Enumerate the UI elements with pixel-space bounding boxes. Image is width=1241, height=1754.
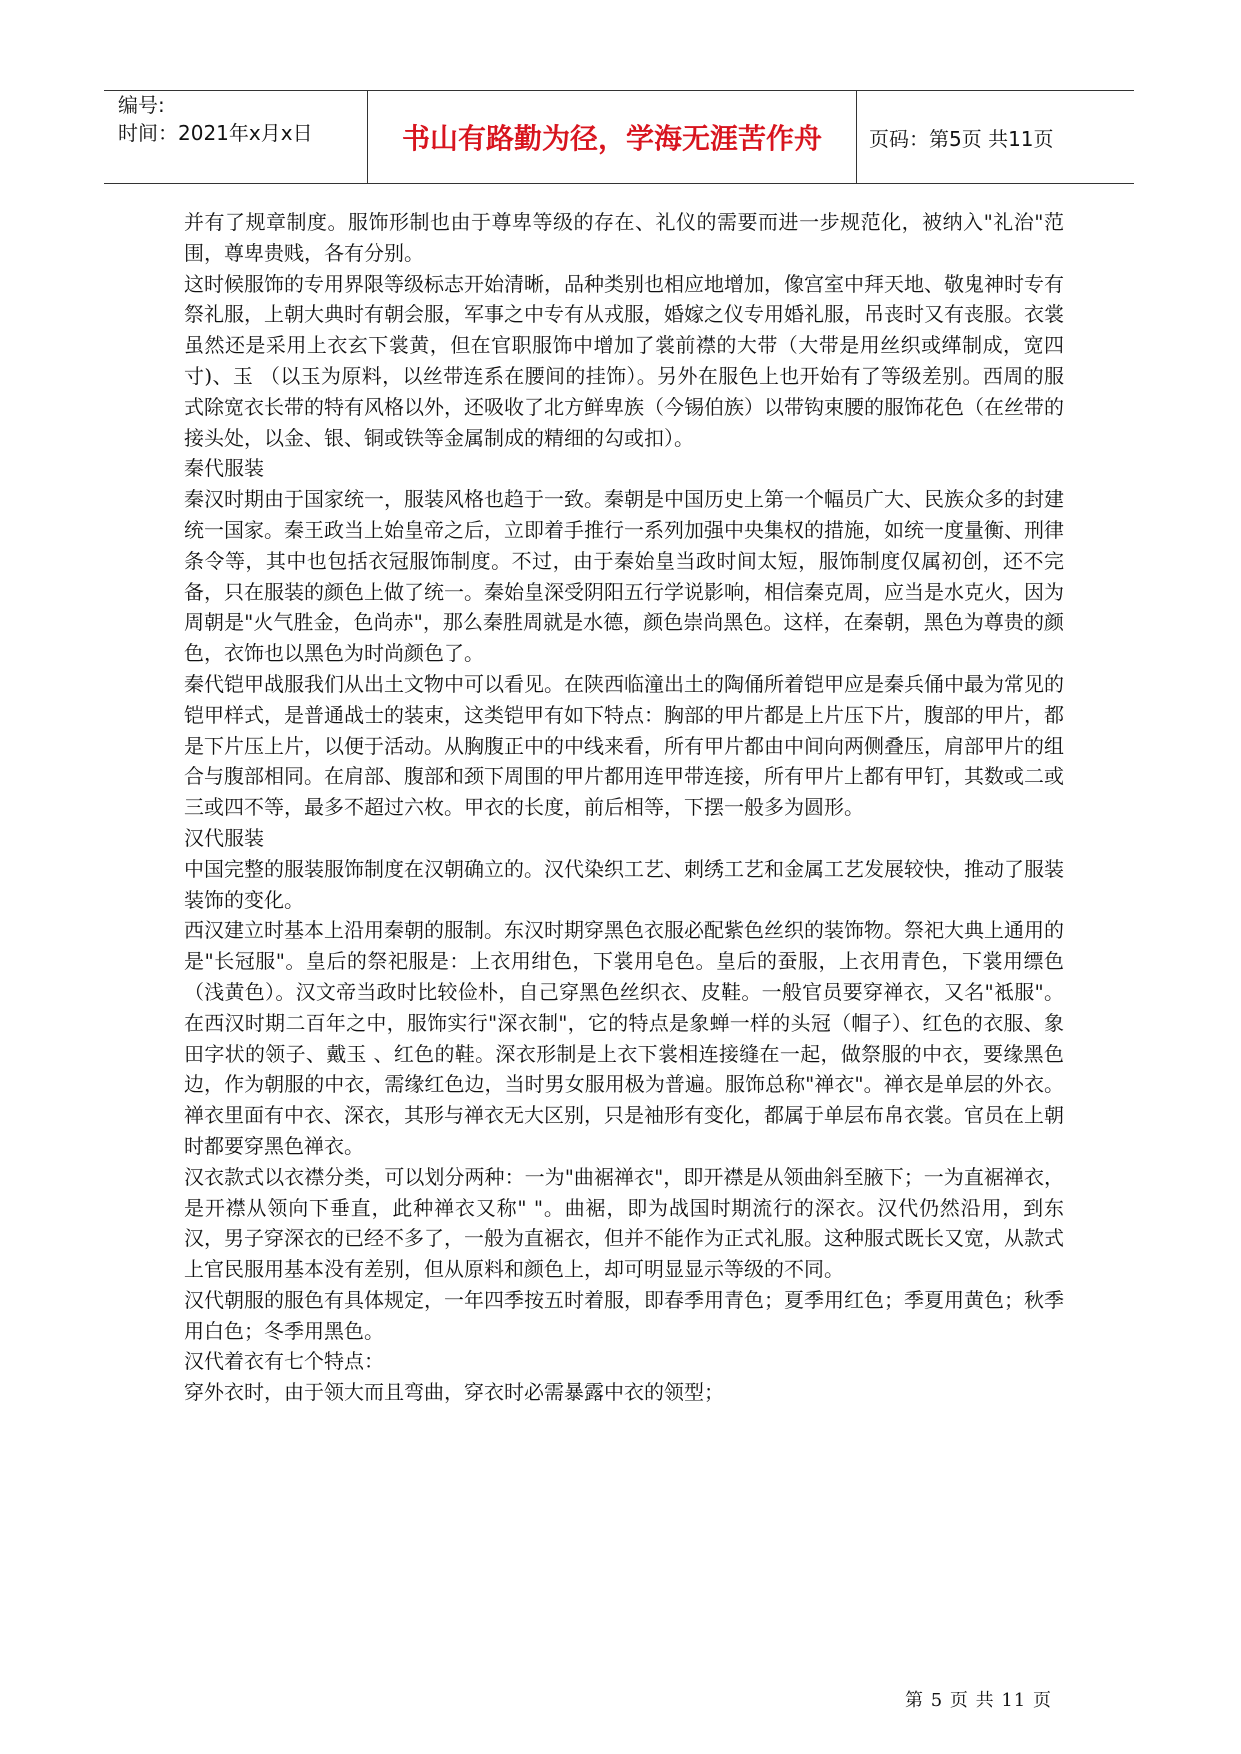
body-paragraph: 这时候服饰的专用界限等级标志开始清晰，品种类别也相应地增加，像宫室中拜天地、敬鬼神时专有祭礼服，上朝大典时有朝会服，军事之中专有从戎服，婚嫁之仪专用婚礼服，吊丧时又有丧服。衣裳虽然还是采用上衣玄下裳黄，但在官职服饰中增加了裳前襟的大带（大带是用丝织或缂制成，宽四寸)、玉 （以玉为原料，以丝带连系在腰间的挂饰）。另外在服色上也开始有了等级差别。西周的服式除宽衣长带的特有风格以外，还吸收了北方鲜卑族（今锡伯族）以带钩束腰的服饰花色（在丝带的接头处，以金、银、铜或铁等金属制成的精细的勾或扣）。 — [184, 271, 1064, 450]
body-paragraph: 秦代铠甲战服我们从出土文物中可以看见。在陕西临潼出土的陶俑所着铠甲应是秦兵俑中最为常见的铠甲样式，是普通战士的装束，这类铠甲有如下特点：胸部的甲片都是上片压下片，腹部的甲片，都是下片压上片，以便于活动。从胸腹正中的中线来看，所有甲片都由中间向两侧叠压，肩部甲片的组合与腹部相同。在肩部、腹部和颈下周围的甲片都用连甲带连接，所有甲片上都有甲钉，其数或二或三或四不等，最多不超过六枚。甲衣的长度，前后相等，下摆一般多为圆形。 — [184, 671, 1064, 820]
header-divider-right — [856, 91, 857, 183]
body-paragraph: 汉代朝服的服色有具体规定，一年四季按五时着服，即春季用青色；夏季用红色；季夏用黄色；秋季用白色；冬季用黑色。 — [184, 1287, 1064, 1343]
body-paragraph: 穿外衣时，由于领大而且弯曲，穿衣时必需暴露中衣的领型； — [184, 1380, 724, 1405]
body-paragraph: 汉代着衣有七个特点： — [184, 1349, 384, 1374]
number-label: 编号: — [118, 93, 165, 117]
body-paragraph: 中国完整的服装服饰制度在汉朝确立的。汉代染织工艺、刺绣工艺和金属工艺发展较快，推动了服装装饰的变化。 — [184, 856, 1064, 912]
document-body — [184, 207, 1064, 1408]
body-paragraph: 并有了规章制度。服饰形制也由于尊卑等级的存在、礼仪的需要而进一步规范化，被纳入"礼治"范围，尊卑贵贱，各有分别。 — [184, 210, 1064, 265]
body-paragraph: 汉衣款式以衣襟分类，可以划分两种：一为"曲裾禅衣"，即开襟是从领曲斜至腋下；一为直裾禅衣，是开襟从领向下垂直，此种禅衣又称" "。曲裾，即为战国时期流行的深衣。汉代仍然沿用，到东汉，男子穿深衣的已经不多了，一般为直裾衣，但并不能作为正式礼服。这种服式既长又宽，从款式上官民服用基本没有差别，但从原料和颜色上，却可明显显示等级的不同。 — [184, 1164, 1064, 1282]
motto-text: 书山有路勤为径，学海无涯苦作舟 — [401, 122, 822, 155]
time-label: 时间：2021年x月x日 — [118, 121, 313, 145]
body-paragraph: 西汉建立时基本上沿用秦朝的服制。东汉时期穿黑色衣服必配紫色丝织的装饰物。祭祀大典上通用的是"长冠服"。皇后的祭祀服是：上衣用绀色，下裳用皂色。皇后的蚕服，上衣用青色，下裳用缥色（浅黄色）。汉文帝当政时比较俭朴，自己穿黑色丝织衣、皮鞋。一般官员要穿禅衣，又名"袛服"。在西汉时期二百年之中，服饰实行"深衣制"，它的特点是象蝉一样的头冠（帽子）、红色的衣服、象田字状的领子、戴玉 、红色的鞋。深衣形制是上衣下裳相连接缝在一起，做祭服的中衣，要缘黑色边，作为朝服的中衣，需缘红色边，当时男女服用极为普遍。服饰总称"禅衣"。禅衣是单层的外衣。禅衣里面有中衣、深衣，其形与禅衣无大区别，只是袖形有变化，都属于单层布帛衣裳。官员在上朝时都要穿黑色禅衣。 — [184, 918, 1064, 1158]
page-header — [104, 90, 1134, 184]
body-paragraph: 秦汉时期由于国家统一，服装风格也趋于一致。秦朝是中国历史上第一个幅员广大、民族众多的封建统一国家。秦王政当上始皇帝之后，立即着手推行一系列加强中央集权的措施，如统一度量衡、刑律条令等，其中也包括衣冠服饰制度。不过，由于秦始皇当政时间太短，服饰制度仅属初创，还不完备，只在服装的颜色上做了统一。秦始皇深受阴阳五行学说影响，相信秦克周，应当是水克火，因为周朝是"火气胜金，色尚赤"，那么秦胜周就是水德，颜色崇尚黑色。这样，在秦朝，黑色为尊贵的颜色，衣饰也以黑色为时尚颜色了。 — [184, 487, 1064, 666]
header-divider-left — [367, 91, 368, 183]
page-footer: 第 5 页 共 11 页 — [905, 1690, 1052, 1711]
section-heading-han: 汉代服装 — [184, 825, 264, 850]
header-motto-cell — [369, 91, 855, 183]
page-info: 页码：第5页 共11页 — [869, 126, 1054, 151]
section-heading-qin: 秦代服装 — [184, 456, 264, 481]
